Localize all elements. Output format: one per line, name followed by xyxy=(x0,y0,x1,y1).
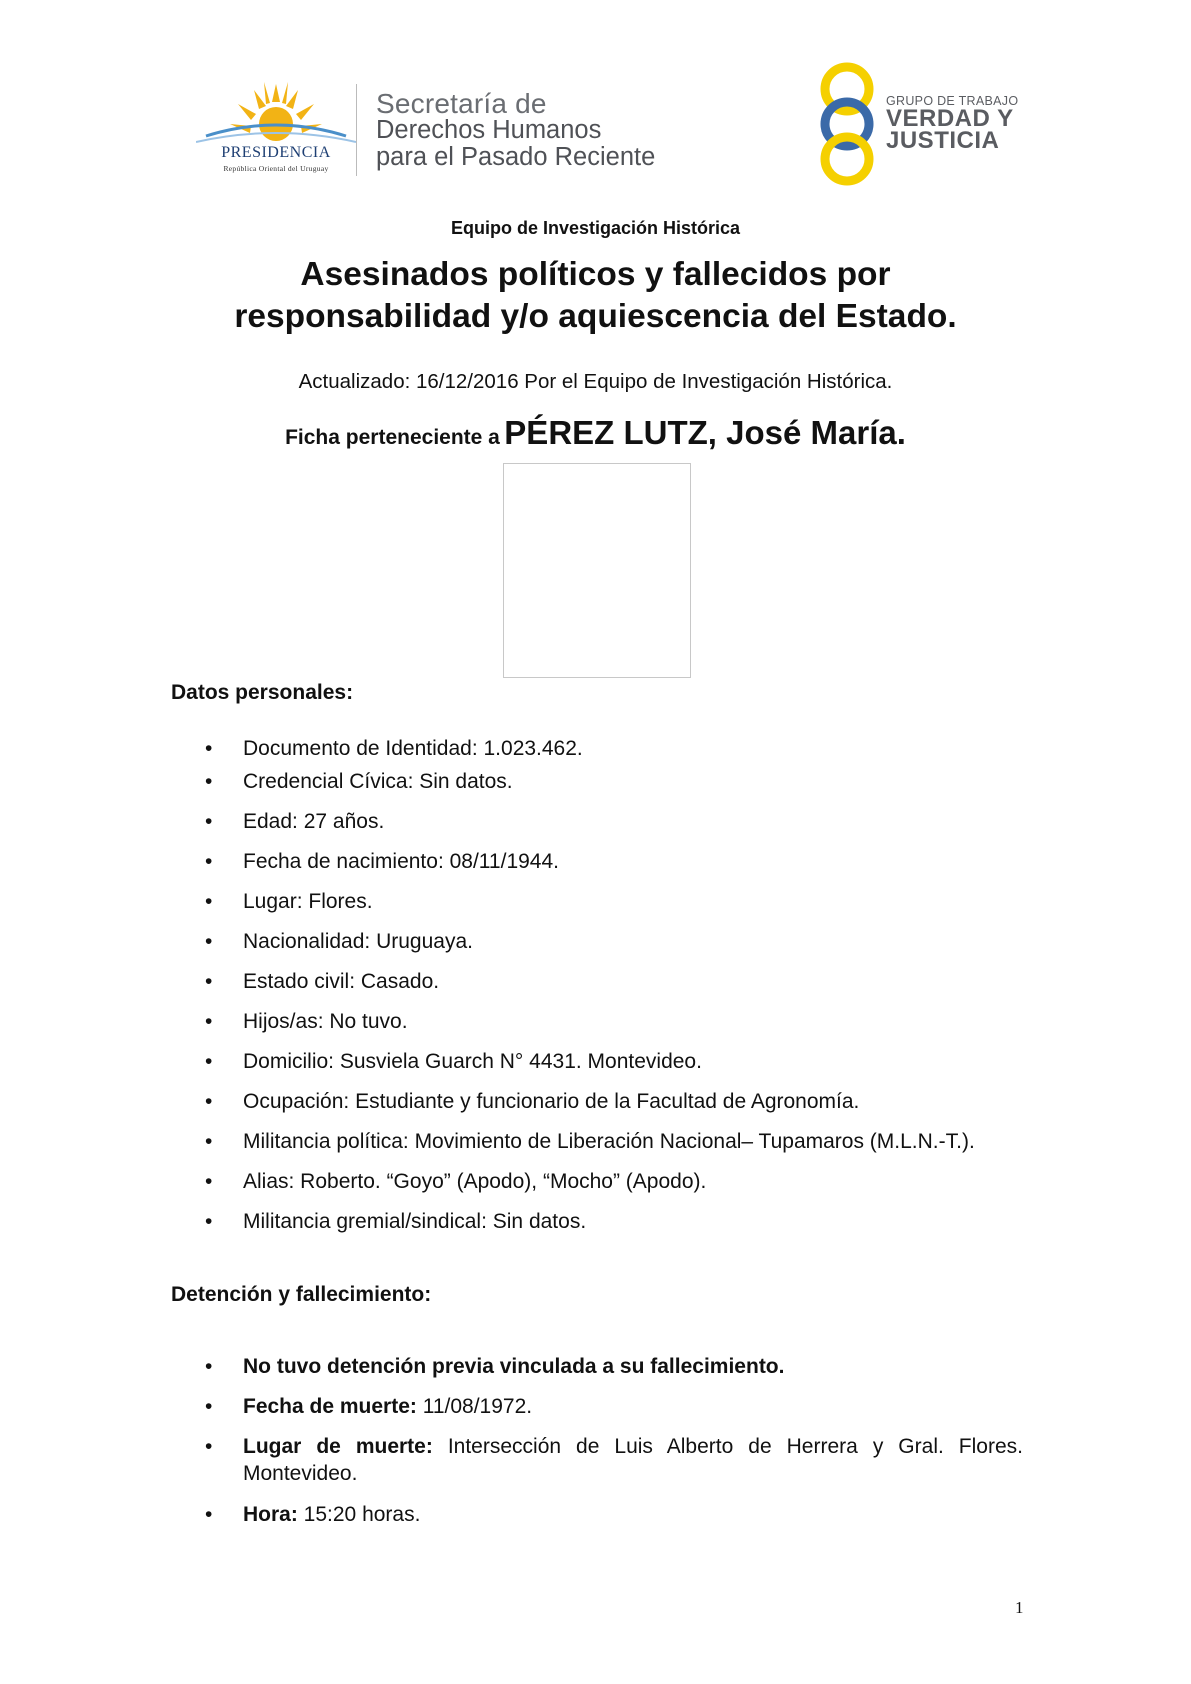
bullet-icon: • xyxy=(205,1130,213,1153)
sun-icon xyxy=(196,78,356,148)
secretaria-logo-text xyxy=(376,90,655,171)
updated-note: Actualizado: 16/12/2016 Por el Equipo de Investigación Histórica. xyxy=(298,370,893,393)
list-item xyxy=(171,1501,1023,1528)
team-name: Equipo de Investigación Histórica xyxy=(450,218,741,238)
list-item-text: Credencial Cívica: Sin datos. xyxy=(243,770,513,793)
list-item xyxy=(171,928,1023,955)
bullet-icon: • xyxy=(205,1010,213,1033)
ficha-prefix: Ficha perteneciente a xyxy=(285,426,500,449)
list-item xyxy=(171,888,1023,915)
bullet-icon: • xyxy=(205,1395,213,1418)
person-name: PÉREZ LUTZ, José María. xyxy=(504,414,906,451)
bullet-icon: • xyxy=(205,1210,213,1233)
secretaria-line2: Derechos Humanos xyxy=(376,116,602,144)
list-item-text: Ocupación: Estudiante y funcionario de la Facultad de Agronomía. xyxy=(243,1090,860,1113)
list-item-text: Estado civil: Casado. xyxy=(243,970,440,993)
personal-data-heading: Datos personales: xyxy=(171,681,354,704)
list-item-text: Hijos/as: No tuvo. xyxy=(243,1010,408,1033)
bullet-icon: • xyxy=(205,1503,213,1526)
bullet-icon: • xyxy=(205,1170,213,1193)
bullet-icon: • xyxy=(205,770,213,793)
bullet-icon: • xyxy=(205,930,213,953)
item-label: Fecha de muerte: xyxy=(243,1395,417,1418)
ficha-heading xyxy=(0,414,1191,452)
list-item-text: Edad: 27 años. xyxy=(243,810,385,833)
item-label: Lugar de muerte: xyxy=(243,1435,433,1458)
personal-data-list xyxy=(171,722,1023,1235)
gtvj-logo-text xyxy=(886,94,1018,152)
gtvj-line1: GRUPO DE TRABAJO xyxy=(886,94,1019,108)
list-item xyxy=(171,1433,1023,1487)
gtvj-line3: JUSTICIA xyxy=(886,127,1000,154)
list-item-text: Alias: Roberto. “Goyo” (Apodo), “Mocho” (Apodo). xyxy=(243,1170,707,1193)
list-item-text: Nacionalidad: Uruguaya. xyxy=(243,930,473,953)
chain-rings-icon xyxy=(812,62,882,186)
presidencia-subtitle: República Oriental del Uruguay xyxy=(223,164,329,173)
list-item-text: Militancia gremial/sindical: Sin datos. xyxy=(243,1210,587,1233)
list-item xyxy=(171,1008,1023,1035)
list-item xyxy=(171,808,1023,835)
item-label: No tuvo detención previa vinculada a su fallecimiento. xyxy=(243,1355,785,1378)
list-item xyxy=(171,1353,1023,1380)
list-item xyxy=(171,848,1023,875)
title-line2: responsabilidad y/o aquiescencia del Estado. xyxy=(234,298,957,335)
page-number: 1 xyxy=(1015,1598,1024,1617)
item-value: 11/08/1972. xyxy=(416,1395,533,1418)
bullet-icon: • xyxy=(205,970,213,993)
list-item xyxy=(171,1393,1023,1420)
photo-placeholder xyxy=(503,463,691,678)
document-title xyxy=(100,254,1091,338)
list-item-text: Domicilio: Susviela Guarch N° 4431. Montevideo. xyxy=(243,1050,702,1073)
bullet-icon: • xyxy=(205,737,213,760)
secretaria-line3: para el Pasado Reciente xyxy=(376,143,656,171)
bullet-icon: • xyxy=(205,1050,213,1073)
presidencia-logo xyxy=(196,78,356,178)
detention-heading: Detención y fallecimiento: xyxy=(171,1283,432,1306)
item-value: Intersección de Luis Alberto de Herrera y Gral. Flores. Montevideo. xyxy=(243,1435,1023,1485)
gtvj-line2: VERDAD Y xyxy=(886,105,1014,132)
list-item-text: Fecha de nacimiento: 08/11/1944. xyxy=(243,850,559,873)
list-item xyxy=(171,1208,1023,1235)
bullet-icon: • xyxy=(205,890,213,913)
list-item xyxy=(171,968,1023,995)
list-item xyxy=(171,1128,1023,1155)
list-item-text: Militancia política: Movimiento de Liberación Nacional– Tupamaros (M.L.N.-T.). xyxy=(243,1130,975,1153)
logo-divider xyxy=(356,84,357,176)
bullet-icon: • xyxy=(205,1435,213,1458)
list-item xyxy=(171,1048,1023,1075)
secretaria-line1: Secretaría de xyxy=(376,88,547,119)
detention-list xyxy=(171,1340,1023,1528)
item-label: Hora: xyxy=(243,1503,298,1526)
title-line1: Asesinados políticos y fallecidos por xyxy=(300,256,891,293)
list-item xyxy=(171,768,1023,795)
bullet-icon: • xyxy=(205,1090,213,1113)
bullet-icon: • xyxy=(205,810,213,833)
list-item-text: Documento de Identidad: 1.023.462. xyxy=(243,737,583,760)
item-value: 15:20 horas. xyxy=(297,1503,421,1526)
presidencia-name: PRESIDENCIA xyxy=(221,144,331,161)
list-item xyxy=(171,735,1023,762)
bullet-icon: • xyxy=(205,850,213,873)
list-item-text: Lugar: Flores. xyxy=(243,890,373,913)
bullet-icon: • xyxy=(205,1355,213,1378)
list-item xyxy=(171,1088,1023,1115)
list-item xyxy=(171,1168,1023,1195)
